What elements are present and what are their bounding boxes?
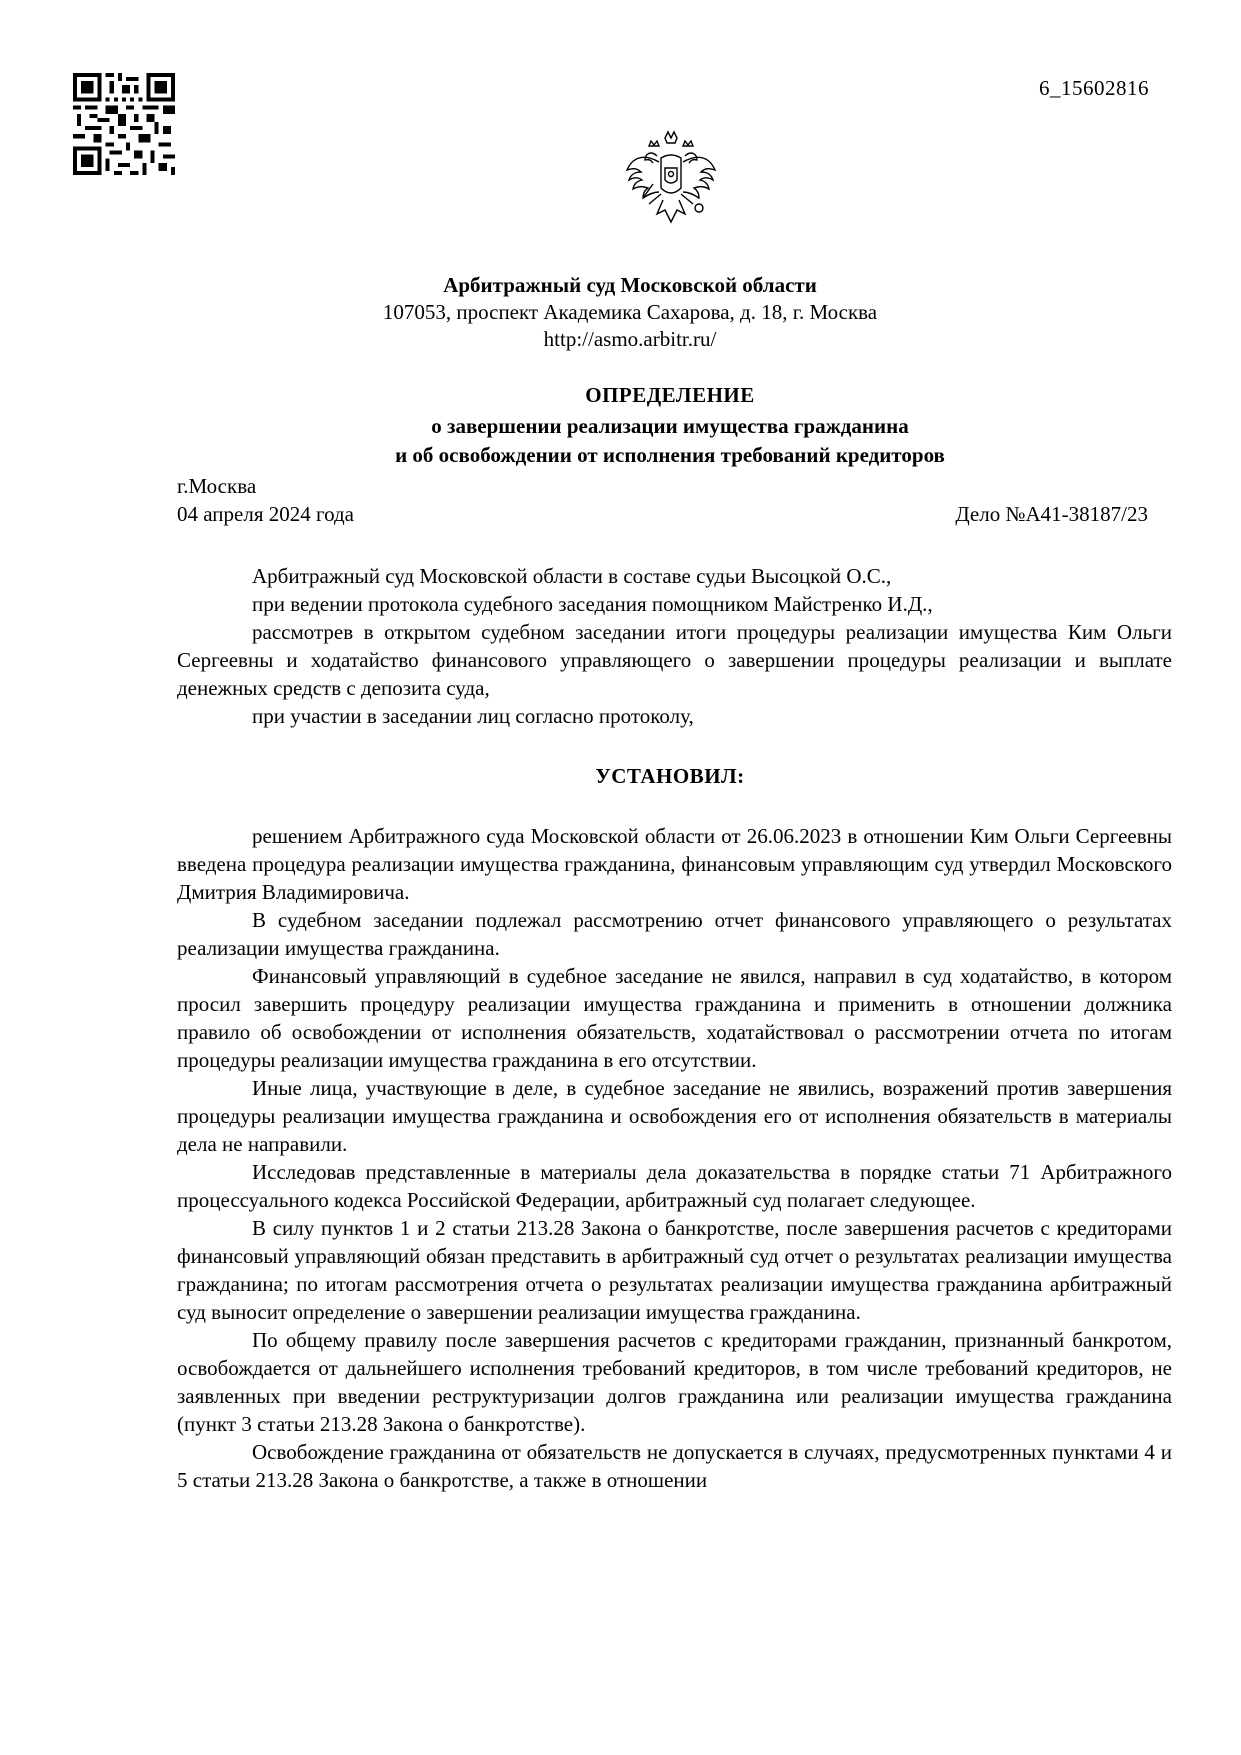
facts-paragraph: Иные лица, участвующие в деле, в судебное заседание не явились, возражений против завершения процедуры реализации имущества гражданина и освобождения его от исполнения обязательств в материалы дела не направили. xyxy=(177,1076,1172,1156)
intro-paragraph: при участии в заседании лиц согласно протоколу, xyxy=(252,704,694,728)
intro-paragraph: Арбитражный суд Московской области в составе судьи Высоцкой О.С., xyxy=(252,564,892,588)
document-date: 04 апреля 2024 года xyxy=(177,502,354,526)
facts-paragraph: Исследовав представленные в материалы дела доказательства в порядке статьи 71 Арбитражного процессуального кодекса Российской Федерации, арбитражный суд полагает следующее. xyxy=(177,1160,1172,1212)
facts-section xyxy=(177,822,1172,1494)
case-number: Дело №А41-38187/23 xyxy=(955,502,1148,526)
facts-paragraph: Финансовый управляющий в судебное заседание не явился, направил в суд ходатайство, в котором просил завершить процедуру реализации имущества гражданина и применить в отношении должника правило об освобождении от исполнения обязательств, ходатайствовал о рассмотрении отчета по итогам процедуры реализации имущества гражданина в его отсутствии. xyxy=(177,964,1172,1072)
facts-paragraph: В судебном заседании подлежал рассмотрению отчет финансового управляющего о результатах реализации имущества гражданина. xyxy=(177,908,1172,960)
document-subtitle-line-1: о завершении реализации имущества гражданина xyxy=(431,414,909,438)
facts-paragraph: В силу пунктов 1 и 2 статьи 213.28 Закона о банкротстве, после завершения расчетов с кредиторами финансовый управляющий обязан представить в арбитражный суд отчет о результатах реализации имущества гражданина; по итогам рассмотрения отчета о результатах реализации имущества гражданина арбитражный суд выносит определение о завершении реализации имущества гражданина. xyxy=(177,1216,1172,1324)
facts-paragraph: Освобождение гражданина от обязательств не допускается в случаях, предусмотренных пунктами 4 и 5 статьи 213.28 Закона о банкротстве, а также в отношении xyxy=(177,1440,1172,1492)
court-website-link[interactable]: http://asmo.arbitr.ru/ xyxy=(543,327,717,351)
court-name: Арбитражный суд Московской области xyxy=(443,273,817,297)
facts-paragraph: решением Арбитражного суда Московской области от 26.06.2023 в отношении Ким Ольги Сергеевны введена процедура реализации имущества гражданина, финансовым управляющим суд утвердил Московского Дмитрия Владимировича. xyxy=(177,824,1172,904)
city: г.Москва xyxy=(177,474,257,498)
facts-paragraph: По общему правилу после завершения расчетов с кредиторами гражданин, признанный банкротом, освобождается от дальнейшего исполнения требований кредиторов, в том числе требований кредиторов, не заявленных при введении реструктуризации долгов гражданина или реализации имущества гражданина (пункт 3 статьи 213.28 Закона о банкротстве). xyxy=(177,1328,1172,1436)
document-subtitle-line-2: и об освобождении от исполнения требований кредиторов xyxy=(395,443,945,467)
qr-code-icon xyxy=(73,73,175,175)
intro-paragraph: при ведении протокола судебного заседания помощником Майстренко И.Д., xyxy=(252,592,933,616)
section-heading-ustanovil: УСТАНОВИЛ: xyxy=(595,764,745,788)
court-address: 107053, проспект Академика Сахарова, д. 18, г. Москва xyxy=(382,300,878,324)
document-id: 6_15602816 xyxy=(1039,76,1149,100)
intro-paragraph: рассмотрев в открытом судебном заседании итоги процедуры реализации имущества Ким Ольги Сергеевны и ходатайство финансового управляющего о завершении процедуры реализации и выплате денежных средств с депозита суда, xyxy=(177,620,1172,700)
document-title: ОПРЕДЕЛЕНИЕ xyxy=(585,383,755,407)
intro-section xyxy=(177,562,1172,730)
russian-coat-of-arms-icon xyxy=(620,128,722,243)
